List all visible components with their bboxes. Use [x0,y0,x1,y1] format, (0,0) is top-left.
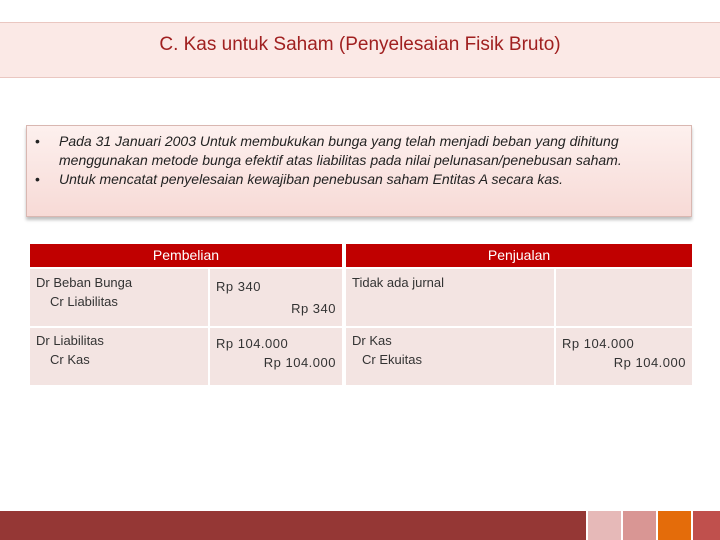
amount-credit: Rp 104.000 [613,355,686,370]
bullet-symbol: • [35,133,40,149]
bullet-box [26,125,692,217]
cell-r2-buy-accounts [30,328,208,385]
cell-r1-sell-amounts [556,269,692,326]
amount-debit: Rp 104.000 [562,336,635,351]
footer-bar-red [693,511,720,540]
account-debit: Dr Beban Bunga [36,275,133,290]
bullet-item [35,132,683,170]
bullet-text: Untuk mencatat penyelesaian kewajiban penebusan saham Entitas A secara kas. [59,171,564,187]
header-penjualan: Penjualan [346,244,692,267]
amount-debit: Rp 104.000 [216,336,289,351]
no-journal-text: Tidak ada jurnal [352,275,445,290]
footer-bar-main [0,511,586,540]
cell-r1-sell-accounts [346,269,554,326]
amount-credit: Rp 104.000 [263,355,336,370]
account-debit: Dr Liabilitas [36,333,104,348]
slide-title: C. Kas untuk Saham (Penyelesaian Fisik Bruto) [159,34,561,55]
header-pembelian: Pembelian [30,244,342,267]
bullet-text: Pada 31 Januari 2003 Untuk membukukan bunga yang telah menjadi beban yang dihitung menggunakan metode bunga efektif atas liabilitas pada nilai pelunasan/penebusan saham. [59,133,622,168]
cell-r1-buy-amounts [210,269,342,326]
footer-bar-orange [658,511,691,540]
amount-credit: Rp 340 [291,301,336,316]
account-credit: Cr Ekuitas [362,352,422,367]
bullet-item [35,170,683,189]
amount-debit: Rp 340 [216,279,261,294]
footer-bar-light [588,511,621,540]
bullet-symbol: • [35,171,40,187]
cell-r1-buy-accounts [30,269,208,326]
footer-bar-rose [623,511,656,540]
cell-r2-buy-amounts [210,328,342,385]
cell-r2-sell-accounts [346,328,554,385]
cell-r2-sell-amounts [556,328,692,385]
account-credit: Cr Liabilitas [50,294,118,309]
account-credit: Cr Kas [50,352,90,367]
account-debit: Dr Kas [352,333,392,348]
